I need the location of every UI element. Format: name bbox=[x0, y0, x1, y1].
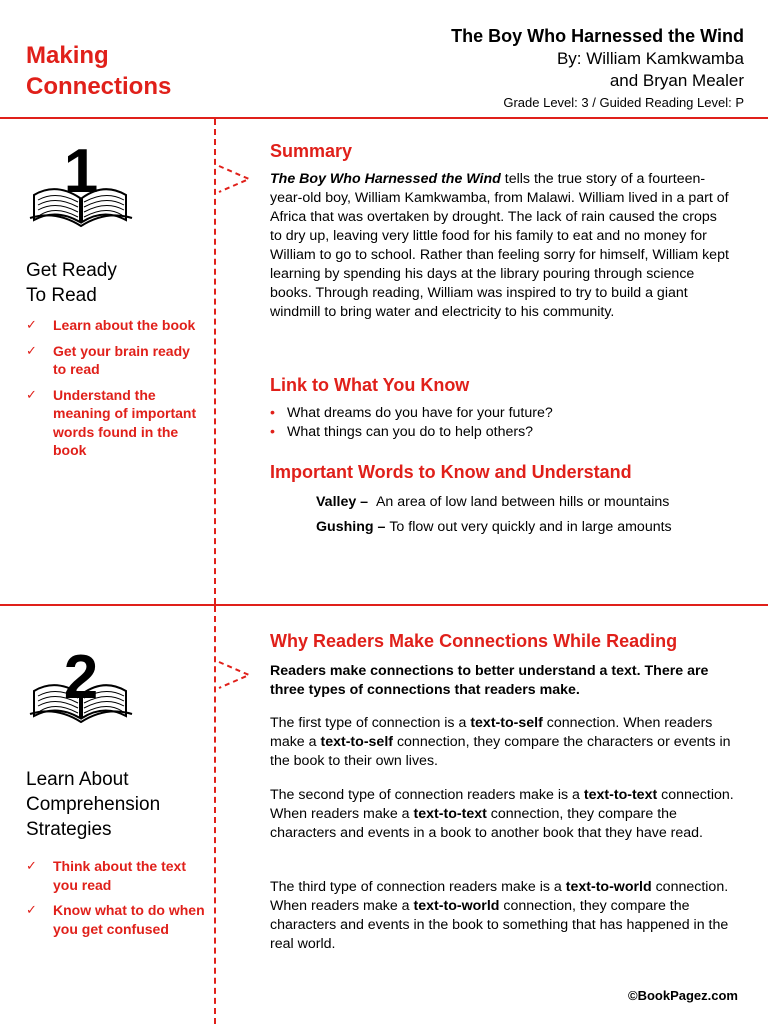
step1-title bbox=[26, 258, 117, 308]
step-number-2: 2 bbox=[63, 643, 99, 712]
vocab-row bbox=[316, 518, 672, 537]
para-text: connection. When readers make a bbox=[270, 787, 734, 822]
bullet-icon: • bbox=[270, 424, 275, 440]
open-book-icon bbox=[26, 140, 136, 230]
summary-book-title: The Boy Who Harnessed the Wind bbox=[270, 171, 501, 187]
divider-top bbox=[0, 117, 768, 119]
step1-checklist bbox=[26, 316, 206, 467]
step2-title-line2: Comprehension bbox=[26, 794, 161, 815]
column-divider-1 bbox=[214, 119, 216, 604]
vocab-definition: An area of low land between hills or mountains bbox=[375, 494, 670, 510]
para-text: connection, they compare the characters and events in the book to something that has happened in the real world. bbox=[270, 898, 729, 952]
step2-checklist bbox=[26, 857, 206, 945]
vocab-term: Gushing – bbox=[316, 519, 386, 535]
summary-text bbox=[270, 170, 730, 322]
summary-body: tells the true story of a fourteen-year-old boy, William Kamkwamba, from Malawi. William lived in a part of Africa that was overtaken by drought. The lack of rain caused the crops to dry up, leaving very little food for his family to eat and no money for William to go to school. Rather than feeling sorry for himself, William kept learning by spending his days at the library pouring through science books. Through reading, William was inspired to try to build a giant windmill to bring water and electricity to his community. bbox=[270, 171, 729, 320]
checkmark-icon: ✓ bbox=[26, 317, 37, 332]
checkmark-icon: ✓ bbox=[26, 902, 37, 917]
step1-title-line1: Get Ready bbox=[26, 260, 117, 281]
term-text-to-self: text-to-self bbox=[320, 734, 393, 750]
term-text-to-text: text-to-text bbox=[413, 806, 487, 822]
link-question: What things can you do to help others? bbox=[287, 424, 534, 440]
checklist-text: Understand the meaning of important words found in the book bbox=[53, 386, 197, 458]
term-text-to-world: text-to-world bbox=[565, 879, 652, 895]
connections-heading: Why Readers Make Connections While Reading bbox=[270, 631, 678, 651]
checkmark-icon: ✓ bbox=[26, 386, 37, 402]
book-title: The Boy Who Harnessed the Wind bbox=[451, 26, 744, 46]
step2-title-line3: Strategies bbox=[26, 819, 112, 840]
paragraph-text-to-world bbox=[270, 878, 735, 954]
paragraph-text-to-self bbox=[270, 714, 740, 771]
para-text: The third type of connection readers make is a bbox=[270, 879, 566, 895]
author-line1: By: William Kamkwamba bbox=[556, 49, 744, 68]
list-item bbox=[26, 316, 206, 335]
checklist-text: Think about the text you read bbox=[53, 858, 186, 893]
paragraph-text-to-text bbox=[270, 786, 740, 843]
checkmark-icon: ✓ bbox=[26, 342, 37, 358]
list-item bbox=[26, 901, 206, 938]
site-title-line2: Connections bbox=[26, 73, 172, 100]
checkmark-icon: ✓ bbox=[26, 858, 37, 873]
checklist-text: Know what to do when you get confused bbox=[53, 902, 205, 937]
para-text: connection. When readers make a bbox=[270, 879, 729, 914]
link-list bbox=[270, 404, 553, 442]
author-line2: and Bryan Mealer bbox=[609, 71, 744, 90]
term-text-to-self: text-to-self bbox=[470, 715, 543, 731]
site-title bbox=[26, 40, 171, 102]
checklist-text: Learn about the book bbox=[53, 317, 196, 333]
list-item bbox=[26, 342, 206, 379]
para-text: connection, they compare the characters and events in a book to another book that they have read. bbox=[270, 806, 704, 841]
open-book-icon bbox=[26, 636, 136, 726]
list-item bbox=[270, 423, 553, 442]
summary-heading: Summary bbox=[270, 141, 353, 161]
vocab-term: Valley – bbox=[316, 494, 369, 510]
chevron-right-icon bbox=[217, 660, 257, 690]
book-meta bbox=[451, 24, 744, 114]
connections-intro: Readers make connections to better understand a text. There are three types of connections that readers make. bbox=[270, 663, 709, 698]
term-text-to-world: text-to-world bbox=[413, 898, 500, 914]
step2-title bbox=[26, 767, 160, 842]
link-heading: Link to What You Know bbox=[270, 375, 470, 395]
list-item bbox=[26, 857, 206, 894]
divider-middle bbox=[0, 604, 768, 606]
site-title-line1: Making bbox=[26, 42, 109, 69]
para-text: connection, they compare the characters or events in the book to their own lives. bbox=[270, 734, 731, 769]
para-text: connection. When readers make a bbox=[270, 715, 713, 750]
vocab-row bbox=[316, 493, 669, 512]
grade-level: Grade Level: 3 / Guided Reading Level: P bbox=[503, 95, 744, 110]
chevron-right-icon bbox=[217, 164, 257, 194]
column-divider-2 bbox=[214, 606, 216, 1024]
words-heading: Important Words to Know and Understand bbox=[270, 462, 632, 482]
term-text-to-text: text-to-text bbox=[583, 787, 658, 803]
checklist-text: Get your brain ready to read bbox=[53, 342, 190, 377]
list-item bbox=[270, 404, 553, 423]
para-text: The second type of connection readers make is a bbox=[270, 787, 584, 803]
link-question: What dreams do you have for your future? bbox=[287, 405, 553, 421]
para-text: The first type of connection is a bbox=[270, 715, 471, 731]
step-number-1: 1 bbox=[63, 140, 99, 206]
copyright-footer: ©BookPagez.com bbox=[628, 988, 738, 1003]
step1-title-line2: To Read bbox=[26, 285, 97, 306]
step2-title-line1: Learn About bbox=[26, 769, 129, 790]
list-item bbox=[26, 386, 206, 460]
vocab-definition: To flow out very quickly and in large amounts bbox=[389, 519, 672, 535]
bullet-icon: • bbox=[270, 405, 275, 421]
